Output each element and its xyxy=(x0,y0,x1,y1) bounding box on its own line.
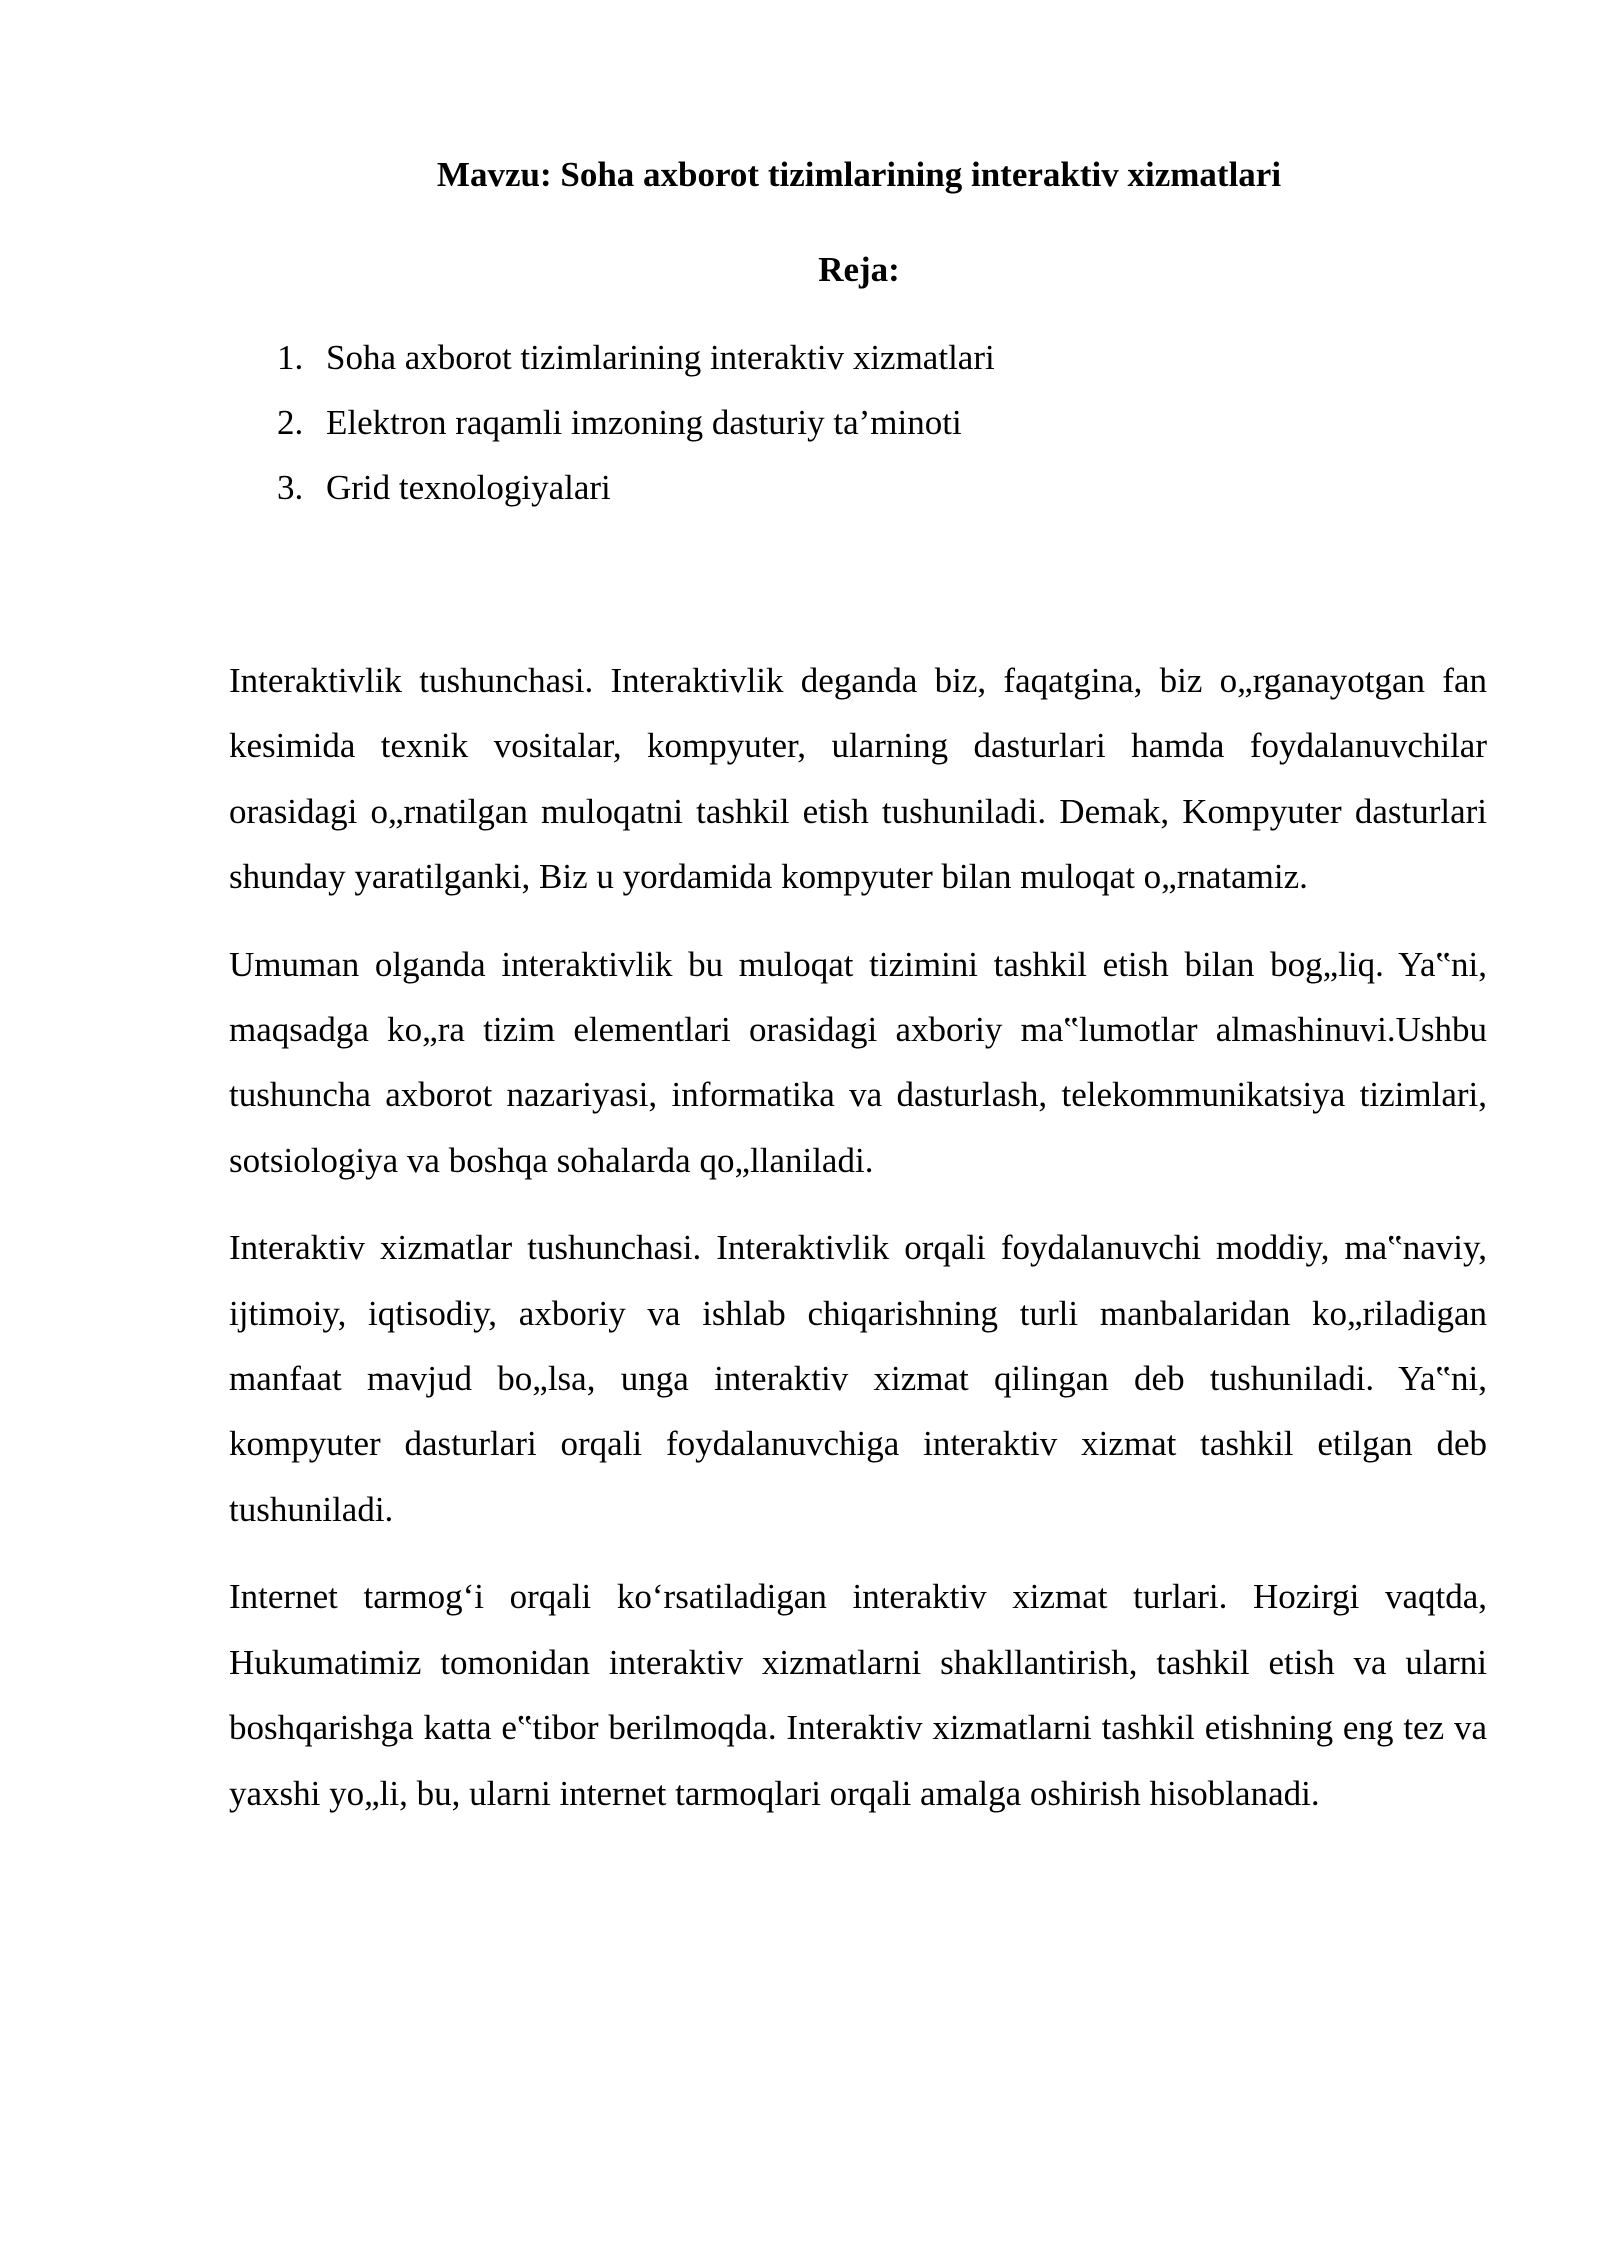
plan-item-number: 3. xyxy=(277,468,304,507)
document-title: Mavzu: Soha axborot tizimlarining interaktiv xizmatlari xyxy=(436,155,1282,194)
plan-item-text: Soha axborot tizimlarining interaktiv xizmatlari xyxy=(326,338,995,377)
plan-item-number: 1. xyxy=(277,338,304,377)
plan-item-number: 2. xyxy=(277,403,304,442)
plan-item-text: Grid texnologiyalari xyxy=(326,468,611,507)
body-text xyxy=(229,648,1487,1848)
paragraph-internet-services: Internet tarmog‘i orqali ko‘rsatiladigan interaktiv xizmat turlari. Hozirgi vaqtda, Hukumatimiz tomonidan interaktiv xizmatlarni shakllantirish, tashkil etish va ularni boshqarishga katta e‟tibor berilmoqda. Interaktiv xizmatlarni tashkil etishning eng tez va yaxshi yo„li, bu, ularni internet tarmoqlari orqali amalga oshirish hisoblanadi. xyxy=(229,1577,1487,1813)
paragraph-interactivity-concept: Interaktivlik tushunchasi. Interaktivlik deganda biz, faqatgina, biz o„rganayotgan fan kesimida texnik vositalar, kompyuter, ularning dasturlari hamda foydalanuvchilar orasidagi o„rnatilgan muloqatni tashkil etish tushuniladi. Demak, Kompyuter dasturlari shunday yaratilganki, Biz u yordamida kompyuter bilan muloqat o„rnatamiz. xyxy=(229,661,1487,897)
paragraph-interactive-services-concept: Interaktiv xizmatlar tushunchasi. Interaktivlik orqali foydalanuvchi moddiy, ma‟naviy, ijtimoiy, iqtisodiy, axboriy va ishlab chiqarishning turli manbalaridan ko„riladigan manfaat mavjud bo„lsa, unga interaktiv xizmat qilingan deb tushuniladi. Ya‟ni, kompyuter dasturlari orqali foydalanuvchiga interaktiv xizmat tashkil etilgan deb tushuniladi. xyxy=(229,1228,1487,1529)
plan-item-text: Elektron raqamli imzoning dasturiy ta’minoti xyxy=(326,403,962,442)
plan-heading: Reja: xyxy=(818,250,900,289)
paragraph-interactivity-general: Umuman olganda interaktivlik bu muloqat tizimini tashkil etish bilan bog„liq. Ya‟ni, maqsadga ko„ra tizim elementlari orasidagi axboriy ma‟lumotlar almashinuvi.Ushbu tushuncha axborot nazariyasi, informatika va dasturlash, telekommunikatsiya tizimlari, sotsiologiya va boshqa sohalarda qo„llaniladi. xyxy=(229,944,1487,1180)
